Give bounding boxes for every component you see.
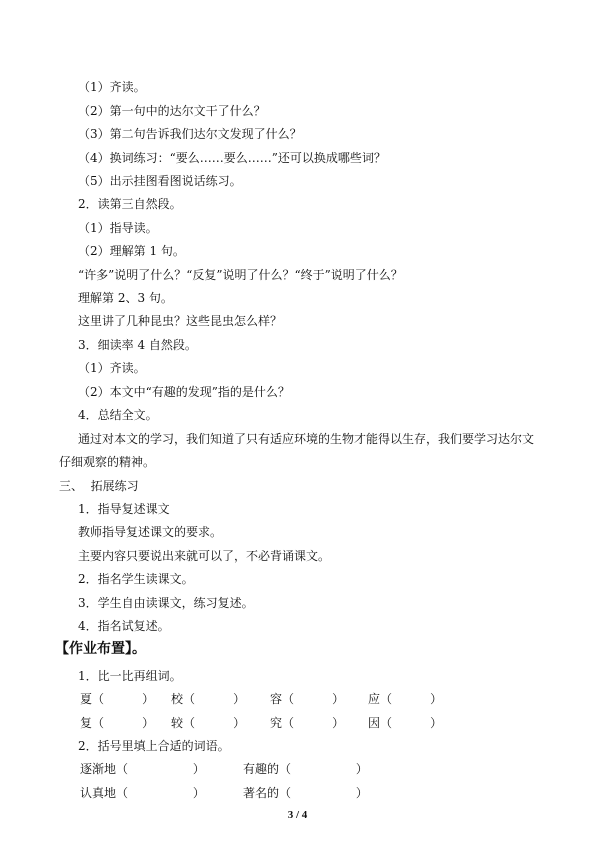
text-line: 教师指导复述课文的要求。 [78, 525, 223, 539]
fill-blank-item: 有趣的（ ） [243, 762, 368, 776]
homework-question: 2．括号里填上合适的词语。 [78, 739, 230, 753]
text-line: 通过对本文的学习，我们知道了只有适应环境的生物才能得以生存，我们要学习达尔文 [78, 432, 535, 446]
fill-blank-item: 著名的（ ） [243, 786, 368, 800]
text-line: （2）本文中“有趣的发现”指的是什么？ [78, 385, 290, 399]
text-line: “许多”说明了什么？“反复”说明了什么？“终于”说明了什么？ [78, 268, 403, 282]
word-group-item: 复（ ） [80, 716, 155, 730]
word-group-item: 因（ ） [368, 716, 443, 730]
homework-question: 1．比一比再组词。 [78, 669, 182, 683]
section-heading: 三、 拓展练习 [59, 479, 139, 493]
text-line: 2．读第三自然段。 [78, 197, 182, 211]
word-group-item: 较（ ） [171, 716, 246, 730]
text-line: （4）换词练习：“要么……要么……”还可以换成哪些词？ [78, 151, 386, 165]
homework-title: 【作业布置】。 [55, 641, 146, 657]
text-line: （1）齐读。 [78, 80, 146, 94]
text-line: （2）第一句中的达尔文干了什么？ [78, 104, 266, 118]
text-line: 4．总结全文。 [78, 408, 158, 422]
text-line: 1．指导复述课文 [78, 502, 170, 516]
text-line: （5）出示挂图看图说话练习。 [78, 174, 242, 188]
text-line: （1）指导读。 [78, 221, 158, 235]
fill-blank-item: 逐渐地（ ） [80, 762, 205, 776]
text-line: （1）齐读。 [78, 361, 146, 375]
text-line: 2．指名学生读课文。 [78, 572, 194, 586]
page-number: 3 / 4 [287, 809, 308, 821]
text-line: （2）理解第 1 句。 [78, 244, 185, 258]
text-line: 理解第 2、3 句。 [78, 291, 173, 305]
text-line: 主要内容只要说出来就可以了，不必背诵课文。 [78, 549, 331, 563]
word-group-item: 校（ ） [171, 692, 246, 706]
text-line: （3）第二句告诉我们达尔文发现了什么？ [78, 127, 302, 141]
word-group-item: 究（ ） [270, 716, 345, 730]
word-group-item: 应（ ） [368, 692, 443, 706]
text-line: 这里讲了几种昆虫？这些昆虫怎么样？ [78, 314, 283, 328]
fill-blank-item: 认真地（ ） [80, 786, 205, 800]
word-group-item: 容（ ） [270, 692, 345, 706]
text-line: 仔细观察的精神。 [59, 455, 156, 469]
text-line: 3．细读率 4 自然段。 [78, 338, 197, 352]
text-line: 3．学生自由读课文，练习复述。 [78, 596, 254, 610]
text-line: 4．指名试复述。 [78, 619, 170, 633]
word-group-item: 夏（ ） [80, 692, 155, 706]
